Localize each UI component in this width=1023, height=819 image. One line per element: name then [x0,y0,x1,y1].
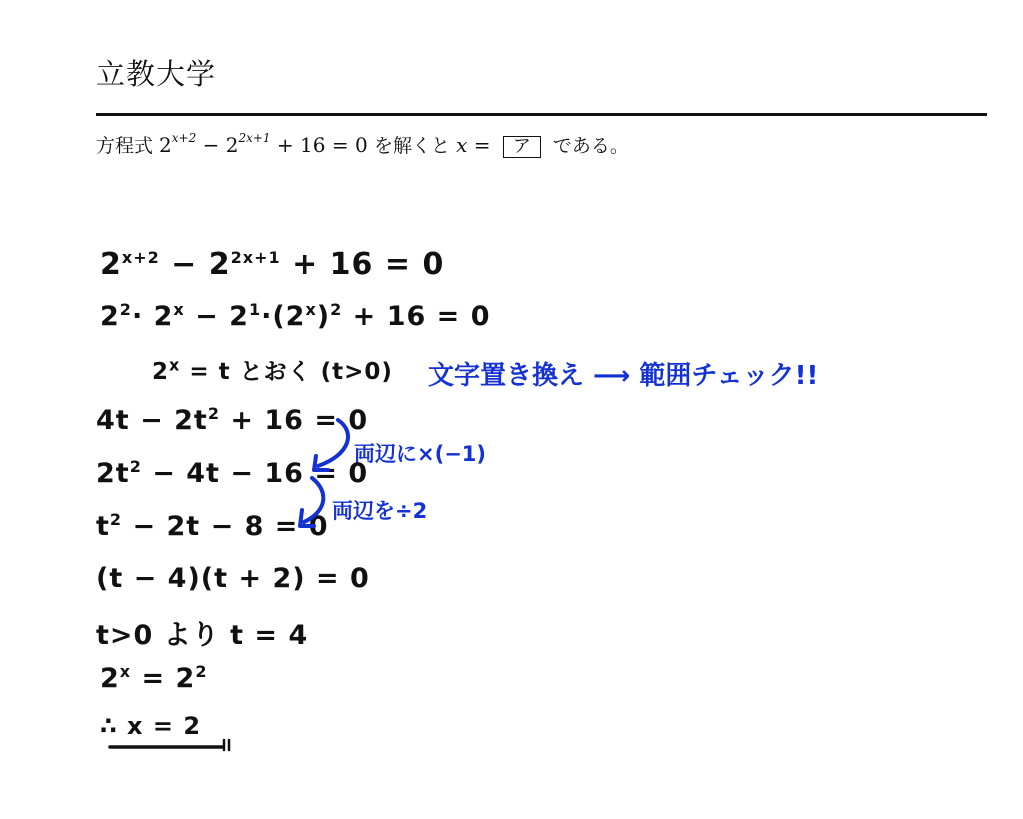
work-line-7: (t − 4)(t + 2) = 0 [96,563,370,594]
problem-base2: 2 [225,133,239,157]
work-line-3: $2^x = t$ とおく (t>0) [152,355,393,385]
work-line-4: $4t - 2t^2 + 16 = 0$ [96,404,369,436]
work-line-10: ∴ x = 2 [100,712,202,740]
work-line-8: t>0 より t = 4 [96,620,309,651]
note-multiply: 両辺に×(−1) [354,442,486,466]
work-line-5: $2t^2 - 4t - 16 = 0$ [96,457,369,489]
problem-rest: + 16 = 0 [270,133,375,157]
work-line-1: $2^{x+2} - 2^{2x+1} + 16 = 0$ [100,247,445,282]
answer-underline-tick [224,740,229,750]
problem-solve: を解くと [374,135,457,157]
problem-prefix: 方程式 [96,135,160,157]
note-substitution: 文字置き換え ⟶ 範囲チェック!! [428,361,819,391]
work-line-9: $2^x = 2^2$ [100,662,208,694]
problem-eq: = [467,133,497,157]
title-divider [96,113,987,116]
page-title: 立教大学 [96,57,217,91]
problem-suffix: である。 [546,135,629,157]
work-line-2: $2^2\cdot 2^x - 2^1\cdot(2^x)^2 + 16 = 0$ [100,300,491,332]
problem-minus: − [196,133,226,157]
problem-var: x [456,133,468,157]
problem-base1: 2 [159,133,172,157]
problem-exp2: 2x+1 [238,131,271,146]
answer-box: ア [503,136,541,158]
problem-exp1: x+2 [171,131,197,146]
problem-statement [96,131,629,158]
work-line-6: $t^2 - 2t - 8 = 0$ [96,510,329,542]
note-divide: 両辺を÷2 [332,499,428,523]
